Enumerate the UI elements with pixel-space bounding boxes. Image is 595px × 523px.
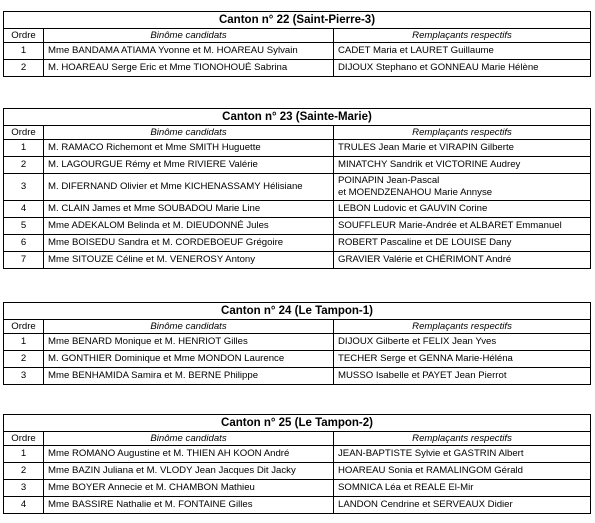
remplacants-cell xyxy=(334,446,591,463)
binome-cell: Mme BASSIRE Nathalie et M. FONTAINE Gilles xyxy=(44,497,334,514)
remplacants-cell xyxy=(334,174,591,201)
ordre-cell: 7 xyxy=(4,252,44,269)
remplacants-cell xyxy=(334,463,591,480)
remplacants-line: ROBERT Pascaline et DE LOUISE Dany xyxy=(338,237,512,248)
header-binome: Binôme candidats xyxy=(44,320,334,334)
header-binome: Binôme candidats xyxy=(44,29,334,43)
ordre-cell: 1 xyxy=(4,140,44,157)
header-remplacants: Remplaçants respectifs xyxy=(334,126,591,140)
canton-title: Canton n° 24 (Le Tampon-1) xyxy=(4,303,591,320)
remplacants-cell xyxy=(334,497,591,514)
table-row xyxy=(4,140,591,157)
table-row xyxy=(4,497,591,514)
binome-cell: Mme BOYER Annecie et M. CHAMBON Mathieu xyxy=(44,480,334,497)
header-ordre: Ordre xyxy=(4,320,44,334)
header-ordre: Ordre xyxy=(4,29,44,43)
header-remplacants: Remplaçants respectifs xyxy=(334,29,591,43)
ordre-cell: 1 xyxy=(4,334,44,351)
remplacants-line: TECHER Serge et GENNA Marie-Héléna xyxy=(338,353,513,364)
remplacants-cell xyxy=(334,235,591,252)
canton-title: Canton n° 23 (Sainte-Marie) xyxy=(4,109,591,126)
table-row xyxy=(4,351,591,368)
remplacants-cell xyxy=(334,351,591,368)
ordre-cell: 2 xyxy=(4,60,44,77)
ordre-cell: 2 xyxy=(4,463,44,480)
table-row xyxy=(4,446,591,463)
remplacants-cell xyxy=(334,252,591,269)
remplacants-line: HOAREAU Sonia et RAMALINGOM Gérald xyxy=(338,465,524,476)
binome-cell: Mme BAZIN Juliana et M. VLODY Jean Jacques Dit Jacky xyxy=(44,463,334,480)
remplacants-line: DIJOUX Gilberte et FELIX Jean Yves xyxy=(338,336,497,347)
ordre-cell: 2 xyxy=(4,351,44,368)
ordre-cell: 2 xyxy=(4,157,44,174)
remplacants-line: SOUFFLEUR Marie-Andrée et ALBARET Emmanuel xyxy=(338,220,562,231)
header-binome: Binôme candidats xyxy=(44,432,334,446)
binome-cell: M. HOAREAU Serge Eric et Mme TIONOHOUÉ Sabrina xyxy=(44,60,334,77)
table-row xyxy=(4,174,591,201)
header-ordre: Ordre xyxy=(4,432,44,446)
canton-table xyxy=(3,108,591,269)
header-remplacants: Remplaçants respectifs xyxy=(334,432,591,446)
remplacants-cell xyxy=(334,218,591,235)
ordre-cell: 1 xyxy=(4,446,44,463)
remplacants-line: CADET Maria et LAURET Guillaume xyxy=(338,45,494,56)
canton-table xyxy=(3,11,591,77)
ordre-cell: 4 xyxy=(4,497,44,514)
remplacants-cell xyxy=(334,157,591,174)
ordre-cell: 3 xyxy=(4,368,44,385)
canton-table xyxy=(3,302,591,385)
binome-cell: Mme ROMANO Augustine et M. THIEN AH KOON André xyxy=(44,446,334,463)
canton-title: Canton n° 25 (Le Tampon-2) xyxy=(4,415,591,432)
table-row xyxy=(4,368,591,385)
binome-cell: Mme BENARD Monique et M. HENRIOT Gilles xyxy=(44,334,334,351)
remplacants-line: TRULES Jean Marie et VIRAPIN Gilberte xyxy=(338,142,514,153)
remplacants-cell xyxy=(334,334,591,351)
remplacants-line: MINATCHY Sandrik et VICTORINE Audrey xyxy=(338,159,521,170)
table-row xyxy=(4,43,591,60)
canton-table xyxy=(3,414,591,514)
ordre-cell: 4 xyxy=(4,201,44,218)
table-row xyxy=(4,480,591,497)
table-row xyxy=(4,201,591,218)
header-ordre: Ordre xyxy=(4,126,44,140)
ordre-cell: 1 xyxy=(4,43,44,60)
header-binome: Binôme candidats xyxy=(44,126,334,140)
remplacants-cell xyxy=(334,201,591,218)
ordre-cell: 5 xyxy=(4,218,44,235)
ordre-cell: 6 xyxy=(4,235,44,252)
table-row xyxy=(4,235,591,252)
remplacants-line: LANDON Cendrine et SERVEAUX Didier xyxy=(338,499,513,510)
binome-cell: M. RAMACO Richemont et Mme SMITH Huguette xyxy=(44,140,334,157)
table-row xyxy=(4,463,591,480)
remplacants-cell xyxy=(334,140,591,157)
binome-cell: Mme BANDAMA ATIAMA Yvonne et M. HOAREAU Sylvain xyxy=(44,43,334,60)
remplacants-cell xyxy=(334,368,591,385)
remplacants-line: DIJOUX Stephano et GONNEAU Marie Hélène xyxy=(338,62,539,73)
binome-cell: Mme BENHAMIDA Samira et M. BERNE Philippe xyxy=(44,368,334,385)
binome-cell: M. GONTHIER Dominique et Mme MONDON Laurence xyxy=(44,351,334,368)
binome-cell: M. LAGOURGUE Rémy et Mme RIVIERE Valérie xyxy=(44,157,334,174)
ordre-cell: 3 xyxy=(4,174,44,201)
binome-cell: Mme SITOUZE Céline et M. VENEROSY Antony xyxy=(44,252,334,269)
table-row xyxy=(4,218,591,235)
header-remplacants: Remplaçants respectifs xyxy=(334,320,591,334)
table-row xyxy=(4,60,591,77)
remplacants-line: et MOENDZENAHOU Marie Annyse xyxy=(338,187,493,198)
binome-cell: Mme ADEKALOM Belinda et M. DIEUDONNÉ Jules xyxy=(44,218,334,235)
remplacants-line: GRAVIER Valérie et CHÉRIMONT André xyxy=(338,254,512,265)
table-row xyxy=(4,157,591,174)
remplacants-cell xyxy=(334,480,591,497)
table-row xyxy=(4,252,591,269)
remplacants-line: MUSSO Isabelle et PAYET Jean Pierrot xyxy=(338,370,507,381)
binome-cell: M. DIFERNAND Olivier et Mme KICHENASSAMY Hélisiane xyxy=(44,174,334,201)
binome-cell: Mme BOISEDU Sandra et M. CORDEBOEUF Grégoire xyxy=(44,235,334,252)
remplacants-cell xyxy=(334,43,591,60)
remplacants-line: JEAN-BAPTISTE Sylvie et GASTRIN Albert xyxy=(338,448,524,459)
remplacants-cell xyxy=(334,60,591,77)
canton-title: Canton n° 22 (Saint-Pierre-3) xyxy=(4,12,591,29)
table-row xyxy=(4,334,591,351)
remplacants-line: LEBON Ludovic et GAUVIN Corine xyxy=(338,203,488,214)
binome-cell: M. CLAIN James et Mme SOUBADOU Marie Line xyxy=(44,201,334,218)
remplacants-line: POINAPIN Jean-Pascal xyxy=(338,175,440,186)
remplacants-line: SOMNICA Léa et REALE El-Mir xyxy=(338,482,474,493)
ordre-cell: 3 xyxy=(4,480,44,497)
